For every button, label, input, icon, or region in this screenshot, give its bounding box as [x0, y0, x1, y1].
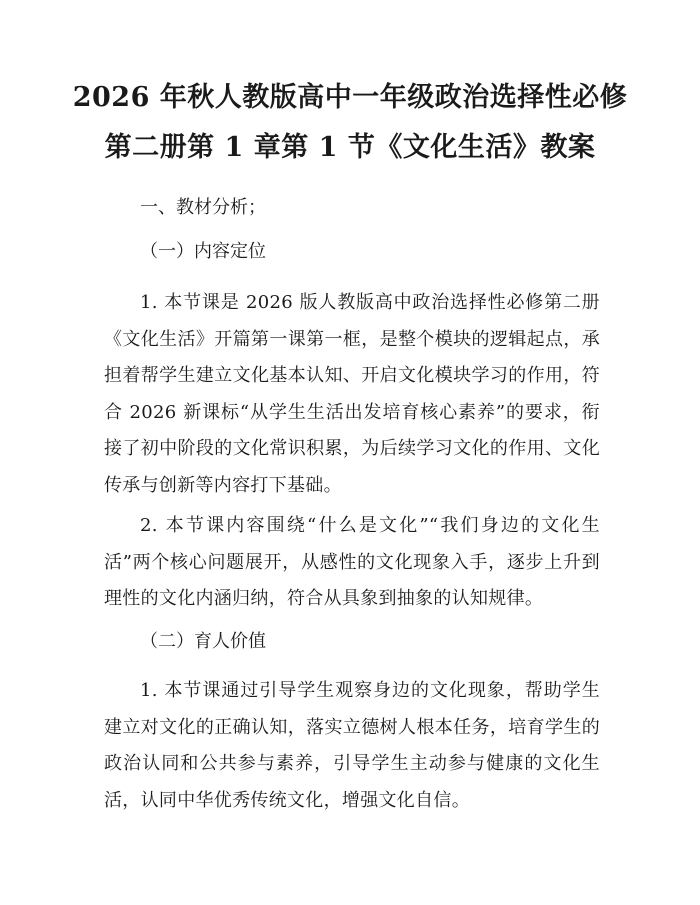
section-heading-teaching-material-analysis: 一、教材分析； [140, 197, 266, 218]
subsection-heading-educational-value: （二）育人价值 [140, 631, 266, 652]
paragraph-educational-value-1: 1. 本节课通过引导学生观察身边的文化现象，帮助学生建立对文化的正确认知，落实立德树人根本任务，培育学生的政治认同和公共参与素养，引导学生主动参与健康的文化生活，认同中华优秀传统文化，增强文化自信。 [104, 680, 600, 811]
document-title-line-2: 第二册第 1 章第 1 节《文化生活》教案 [104, 132, 596, 163]
subsection-heading-content-positioning: （一）内容定位 [140, 241, 266, 262]
paragraph-content-positioning-1: 1. 本节课是 2026 版人教版高中政治选择性必修第二册《文化生活》开篇第一课第一框，是整个模块的逻辑起点，承担着帮学生建立文化基本认知、开启文化模块学习的作用，符合 2026 新课标“从学生生活出发培育核心素养”的要求，衔接了初中阶段的文化常识积累，为后续学习文化的作用、文化传承与创新等内容打下基础。 [104, 292, 600, 496]
document-title-line-1: 2026 年秋人教版高中一年级政治选择性必修 [72, 82, 628, 113]
paragraph-content-positioning-2: 2. 本节课内容围绕“什么是文化”“我们身边的文化生活”两个核心问题展开，从感性的文化现象入手，逐步上升到理性的文化内涵归纳，符合从具象到抽象的认知规律。 [104, 515, 600, 609]
